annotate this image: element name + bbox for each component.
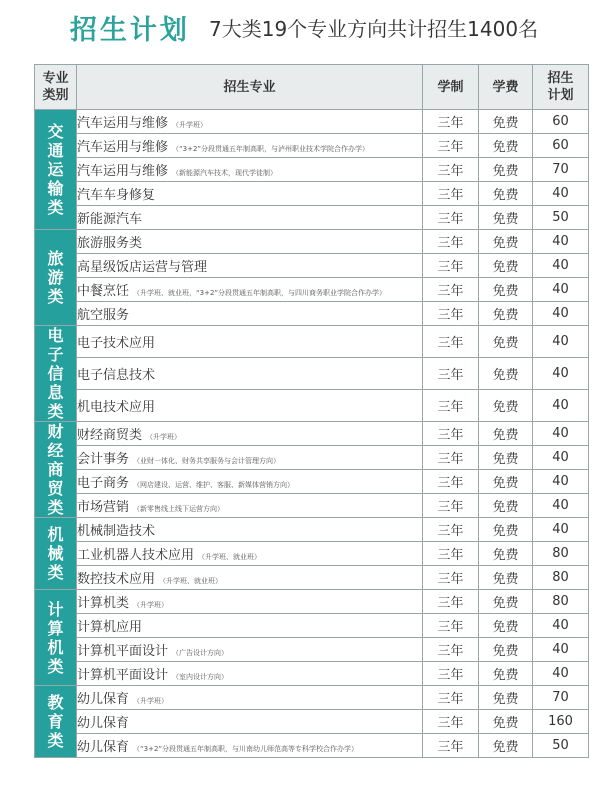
major-note: （升学班） (133, 601, 169, 609)
major-cell (77, 566, 423, 590)
major-cell (77, 614, 423, 638)
major-note: （广告设计方向） (172, 649, 229, 657)
fee-cell: 免费 (479, 134, 533, 158)
fee-cell: 免费 (479, 158, 533, 182)
major-name: 市场营销 (77, 500, 130, 515)
major-note: （室内设计方向） (172, 673, 229, 681)
quota-cell: 40 (533, 390, 589, 422)
major-cell (77, 686, 423, 710)
enrollment-table (34, 64, 589, 758)
major-cell (77, 278, 423, 302)
major-cell (77, 470, 423, 494)
duration-cell: 三年 (423, 110, 479, 134)
major-cell (77, 110, 423, 134)
major-name: 幼儿保育 (77, 740, 130, 755)
category-cell (35, 326, 77, 422)
duration-cell: 三年 (423, 494, 479, 518)
duration-cell: 三年 (423, 446, 479, 470)
table-row (35, 110, 589, 134)
duration-cell: 三年 (423, 134, 479, 158)
duration-cell: 三年 (423, 734, 479, 758)
table-row (35, 182, 589, 206)
category-cell (35, 230, 77, 326)
major-cell (77, 182, 423, 206)
major-name: 幼儿保育 (77, 692, 130, 707)
major-cell (77, 734, 423, 758)
major-note: （升学班、就业班，“3+2”分段贯通五年制高职，与四川商务职业学院合作办学） (133, 289, 387, 297)
major-cell (77, 302, 423, 326)
duration-cell: 三年 (423, 254, 479, 278)
major-name: 高星级饭店运营与管理 (77, 260, 208, 275)
table-row (35, 734, 589, 758)
major-name: 计算机类 (77, 596, 130, 611)
major-name: 幼儿保育 (77, 716, 130, 731)
fee-cell: 免费 (479, 734, 533, 758)
quota-cell: 40 (533, 614, 589, 638)
major-name: 会计事务 (77, 452, 130, 467)
major-name: 旅游服务类 (77, 236, 143, 251)
table-row (35, 494, 589, 518)
table-row (35, 710, 589, 734)
category-cell (35, 110, 77, 230)
quota-cell: 40 (533, 230, 589, 254)
duration-cell: 三年 (423, 470, 479, 494)
major-cell (77, 230, 423, 254)
duration-cell: 三年 (423, 302, 479, 326)
quota-cell: 40 (533, 326, 589, 358)
duration-cell: 三年 (423, 542, 479, 566)
table-row (35, 302, 589, 326)
major-cell (77, 206, 423, 230)
duration-cell: 三年 (423, 230, 479, 254)
table-row (35, 470, 589, 494)
fee-cell: 免费 (479, 542, 533, 566)
table-row (35, 662, 589, 686)
duration-cell: 三年 (423, 638, 479, 662)
table-row (35, 566, 589, 590)
duration-cell: 三年 (423, 422, 479, 446)
fee-cell: 免费 (479, 686, 533, 710)
duration-cell: 三年 (423, 326, 479, 358)
major-name: 机电技术应用 (77, 400, 156, 415)
major-name: 汽车运用与维修 (77, 116, 169, 131)
fee-cell: 免费 (479, 302, 533, 326)
quota-cell: 40 (533, 446, 589, 470)
fee-cell: 免费 (479, 110, 533, 134)
table-row (35, 254, 589, 278)
fee-cell: 免费 (479, 710, 533, 734)
major-name: 新能源汽车 (77, 212, 143, 227)
quota-cell: 40 (533, 302, 589, 326)
major-name: 工业机器人技术应用 (77, 548, 195, 563)
duration-cell: 三年 (423, 686, 479, 710)
quota-cell: 80 (533, 590, 589, 614)
fee-cell: 免费 (479, 422, 533, 446)
table-row (35, 518, 589, 542)
major-cell (77, 590, 423, 614)
header-fee: 学费 (479, 65, 533, 110)
duration-cell: 三年 (423, 710, 479, 734)
category-label: 旅游类 (47, 249, 64, 306)
major-name: 汽车运用与维修 (77, 164, 169, 179)
major-name: 中餐烹饪 (77, 284, 130, 299)
category-label: 财经商贸类 (47, 422, 64, 517)
major-cell (77, 158, 423, 182)
major-cell (77, 134, 423, 158)
major-name: 机械制造技术 (77, 524, 156, 539)
table-row (35, 638, 589, 662)
table-row (35, 542, 589, 566)
category-cell (35, 422, 77, 518)
major-note: （“3+2”分段贯通五年制高职，与泸州职业技术学院合作办学） (172, 145, 370, 153)
fee-cell: 免费 (479, 390, 533, 422)
table-row (35, 158, 589, 182)
fee-cell: 免费 (479, 662, 533, 686)
quota-cell: 70 (533, 686, 589, 710)
table-header (35, 65, 589, 110)
table-row (35, 206, 589, 230)
table-row (35, 422, 589, 446)
fee-cell: 免费 (479, 358, 533, 390)
category-label: 机械类 (47, 525, 64, 582)
category-cell (35, 518, 77, 590)
major-cell (77, 662, 423, 686)
major-cell (77, 390, 423, 422)
duration-cell: 三年 (423, 158, 479, 182)
duration-cell: 三年 (423, 566, 479, 590)
quota-cell: 40 (533, 494, 589, 518)
major-cell (77, 446, 423, 470)
quota-cell: 160 (533, 710, 589, 734)
category-label: 教育类 (47, 693, 64, 750)
table-row (35, 326, 589, 358)
fee-cell: 免费 (479, 230, 533, 254)
category-label: 计算机类 (47, 599, 64, 676)
major-note: （新能源汽车技术，现代学徒制） (172, 169, 278, 177)
fee-cell: 免费 (479, 182, 533, 206)
fee-cell: 免费 (479, 566, 533, 590)
major-name: 汽车运用与维修 (77, 140, 169, 155)
header-category: 专业类别 (35, 65, 77, 110)
page-subtitle: 7大类19个专业方向共计招生1400名 (209, 17, 539, 41)
major-name: 数控技术应用 (77, 572, 156, 587)
major-note: （升学班、就业班） (198, 553, 262, 561)
quota-cell: 40 (533, 638, 589, 662)
fee-cell: 免费 (479, 614, 533, 638)
quota-cell: 50 (533, 206, 589, 230)
major-note: （升学班） (172, 121, 208, 129)
major-note: （业财一体化、财务共享服务与会计管理方向） (133, 457, 281, 465)
table-row (35, 390, 589, 422)
quota-cell: 40 (533, 518, 589, 542)
duration-cell: 三年 (423, 662, 479, 686)
table-row (35, 446, 589, 470)
fee-cell: 免费 (479, 206, 533, 230)
major-name: 电子商务 (77, 476, 130, 491)
category-cell (35, 590, 77, 686)
quota-cell: 50 (533, 734, 589, 758)
table-row (35, 278, 589, 302)
table-body (35, 110, 589, 758)
duration-cell: 三年 (423, 358, 479, 390)
quota-cell: 60 (533, 110, 589, 134)
header-quota: 招生计划 (533, 65, 589, 110)
major-name: 航空服务 (77, 308, 130, 323)
major-cell (77, 494, 423, 518)
major-name: 财经商贸类 (77, 428, 143, 443)
major-note: （升学班） (133, 697, 169, 705)
duration-cell: 三年 (423, 590, 479, 614)
major-cell (77, 254, 423, 278)
fee-cell: 免费 (479, 470, 533, 494)
header-major: 招生专业 (77, 65, 423, 110)
major-name: 汽车车身修复 (77, 188, 156, 203)
major-cell (77, 542, 423, 566)
fee-cell: 免费 (479, 518, 533, 542)
major-name: 计算机平面设计 (77, 644, 169, 659)
duration-cell: 三年 (423, 182, 479, 206)
quota-cell: 40 (533, 422, 589, 446)
major-note: （网店建设、运营、维护、客服、新媒体营销方向） (133, 481, 295, 489)
duration-cell: 三年 (423, 390, 479, 422)
page-title: 招生计划 (69, 15, 190, 46)
category-label: 交通运输类 (47, 122, 64, 217)
quota-cell: 40 (533, 470, 589, 494)
quota-cell: 40 (533, 254, 589, 278)
quota-cell: 60 (533, 134, 589, 158)
table-row (35, 358, 589, 390)
major-cell (77, 358, 423, 390)
quota-cell: 40 (533, 358, 589, 390)
category-cell (35, 686, 77, 758)
table-row (35, 590, 589, 614)
table-row (35, 230, 589, 254)
duration-cell: 三年 (423, 518, 479, 542)
duration-cell: 三年 (423, 278, 479, 302)
major-note: （“3+2”分段贯通五年制高职，与川南幼儿师范高等专科学校合作办学） (133, 745, 359, 753)
major-cell (77, 638, 423, 662)
fee-cell: 免费 (479, 494, 533, 518)
duration-cell: 三年 (423, 206, 479, 230)
fee-cell: 免费 (479, 254, 533, 278)
major-name: 电子技术应用 (77, 336, 156, 351)
major-note: （升学班、就业班） (159, 577, 223, 585)
page-header (0, 8, 608, 50)
major-cell (77, 710, 423, 734)
major-cell (77, 326, 423, 358)
fee-cell: 免费 (479, 590, 533, 614)
major-name: 计算机应用 (77, 620, 143, 635)
quota-cell: 80 (533, 542, 589, 566)
quota-cell: 80 (533, 566, 589, 590)
header-duration: 学制 (423, 65, 479, 110)
major-cell (77, 518, 423, 542)
table-row (35, 614, 589, 638)
major-note: （新零售线上线下运营方向） (133, 505, 225, 513)
table-row (35, 134, 589, 158)
quota-cell: 40 (533, 278, 589, 302)
major-name: 电子信息技术 (77, 368, 156, 383)
category-label: 电子信息类 (47, 326, 64, 421)
quota-cell: 70 (533, 158, 589, 182)
quota-cell: 40 (533, 182, 589, 206)
major-name: 计算机平面设计 (77, 668, 169, 683)
table-row (35, 686, 589, 710)
quota-cell: 40 (533, 662, 589, 686)
major-note: （升学班） (146, 433, 182, 441)
fee-cell: 免费 (479, 446, 533, 470)
fee-cell: 免费 (479, 638, 533, 662)
duration-cell: 三年 (423, 614, 479, 638)
fee-cell: 免费 (479, 326, 533, 358)
major-cell (77, 422, 423, 446)
fee-cell: 免费 (479, 278, 533, 302)
